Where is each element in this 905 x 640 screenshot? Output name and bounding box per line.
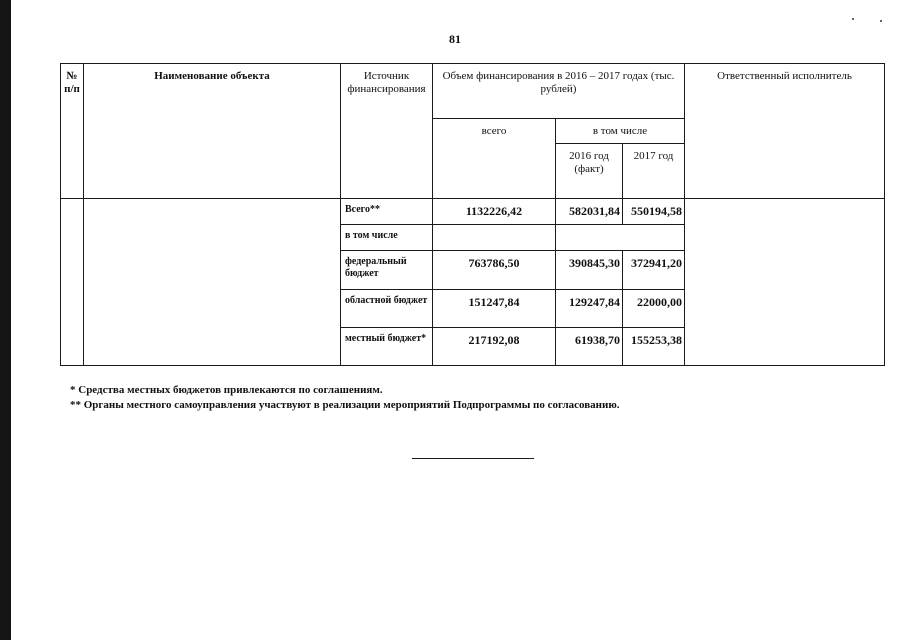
- scan-speck: [852, 18, 854, 20]
- footnote: * Средства местных бюджетов привлекаются по соглашениям.: [70, 384, 383, 396]
- header-including: в том числе: [556, 119, 685, 144]
- total-cell: 1132226,42: [433, 199, 556, 225]
- y2017-cell: 155253,38: [623, 328, 685, 366]
- funding-table-container: [60, 63, 885, 366]
- row-num-cell: [61, 199, 84, 366]
- binding-edge: [0, 0, 11, 640]
- y2016-cell: 129247,84: [556, 290, 623, 328]
- header-2016: 2016 год (факт): [556, 144, 623, 199]
- header-responsible: Ответственный исполнитель: [685, 64, 885, 199]
- page-number: 81: [449, 32, 461, 46]
- separator-line: [412, 458, 534, 459]
- header-total: всего: [433, 119, 556, 199]
- y2016-cell: [556, 225, 685, 251]
- header-num: № п/п: [61, 64, 84, 199]
- source-cell: в том числе: [341, 225, 433, 251]
- source-cell: областной бюджет: [341, 290, 433, 328]
- source-cell: Всего**: [341, 199, 433, 225]
- header-source: Источник финансирования: [341, 64, 433, 199]
- header-object-name: Наименование объекта: [84, 64, 341, 199]
- responsible-cell: [685, 199, 885, 366]
- header-funding: Объем финансирования в 2016 – 2017 годах (тыс. рублей): [433, 64, 685, 119]
- total-cell: 151247,84: [433, 290, 556, 328]
- total-cell: 763786,50: [433, 251, 556, 290]
- footnote: ** Органы местного самоуправления участвуют в реализации мероприятий Подпрограммы по согласованию.: [70, 399, 620, 411]
- scan-speck: [880, 20, 882, 22]
- funding-table: [60, 63, 885, 366]
- y2017-cell: 372941,20: [623, 251, 685, 290]
- footnotes: [70, 383, 620, 413]
- source-cell: федеральный бюджет: [341, 251, 433, 290]
- source-cell: местный бюджет*: [341, 328, 433, 366]
- y2016-cell: 582031,84: [556, 199, 623, 225]
- table-row: [61, 199, 885, 225]
- y2017-cell: 550194,58: [623, 199, 685, 225]
- total-cell: 217192,08: [433, 328, 556, 366]
- object-name-cell: [84, 199, 341, 366]
- y2016-cell: 390845,30: [556, 251, 623, 290]
- y2016-cell: 61938,70: [556, 328, 623, 366]
- total-cell: [433, 225, 556, 251]
- y2017-cell: 22000,00: [623, 290, 685, 328]
- header-2017: 2017 год: [623, 144, 685, 199]
